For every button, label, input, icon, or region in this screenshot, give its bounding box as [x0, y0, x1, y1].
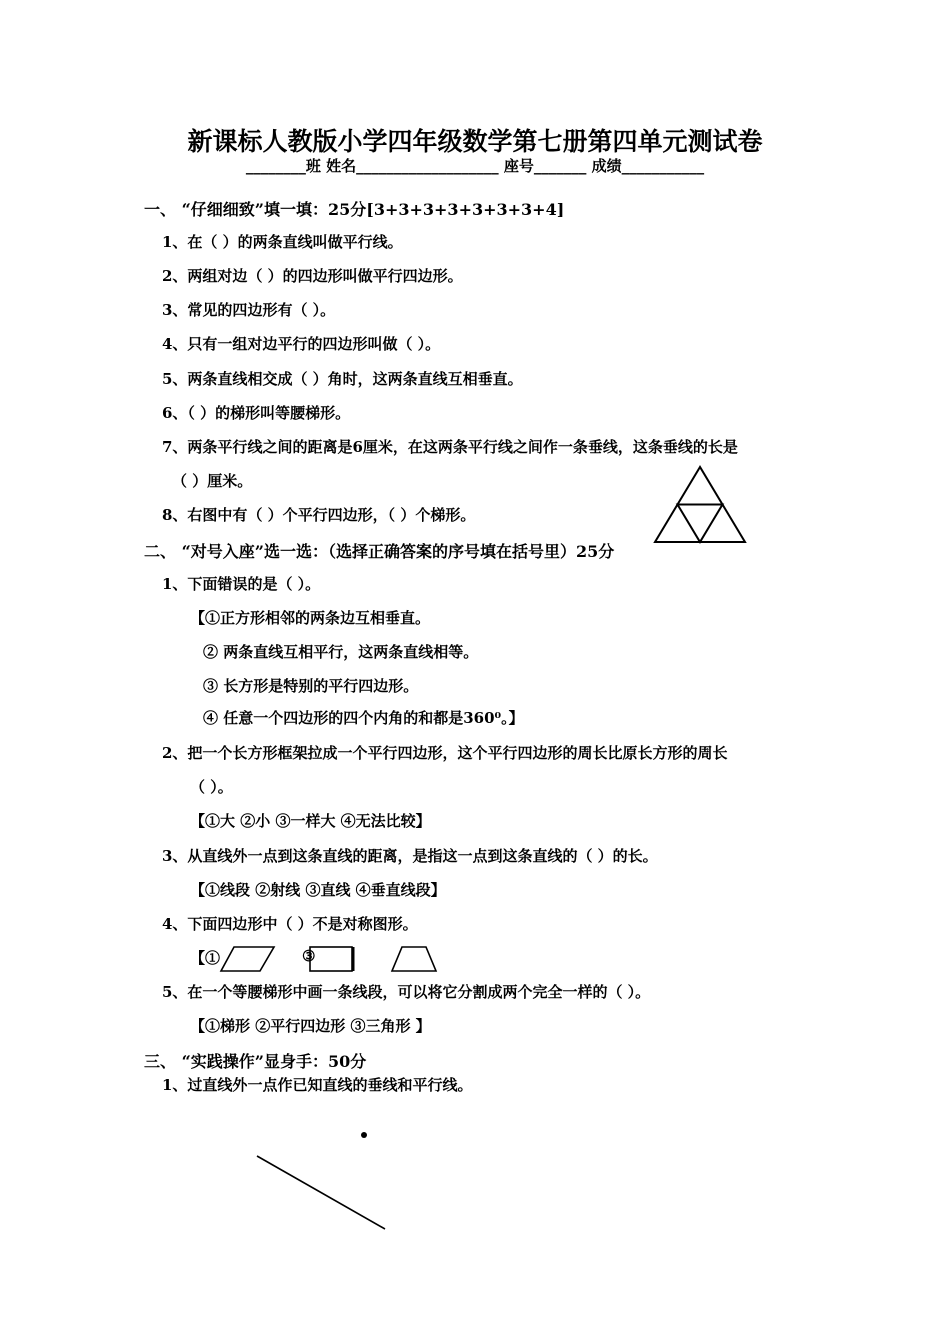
- s2-q5-options: 【①梯形 ②平行四边形 ③三角形 】: [190, 1017, 431, 1035]
- s1-question-1: 1、在（ ）的两条直线叫做平行线。: [162, 233, 403, 251]
- s2-q1-option-4: ④ 任意一个四边形的四个内角的和都是360⁰。】: [203, 709, 524, 727]
- s1-question-8: 8、右图中有（ ）个平行四边形，（ ）个梯形。: [162, 506, 476, 524]
- s2-q4-option-prefix: 【①: [190, 949, 221, 967]
- rectangle-shape: [308, 945, 358, 973]
- s2-q2-options: 【①大 ②小 ③一样大 ④无法比较】: [190, 812, 431, 830]
- s2-q1-option-1: 【①正方形相邻的两条边互相垂直。: [190, 609, 431, 627]
- s2-question-4: 4、下面四边形中（ ）不是对称图形。: [162, 915, 418, 933]
- line-and-point-figure: [250, 1125, 395, 1235]
- s2-q1-option-3: ③ 长方形是特别的平行四边形。: [203, 677, 419, 695]
- s2-question-5: 5、在一个等腰梯形中画一条线段，可以将它分割成两个完全一样的（ ）。: [162, 983, 651, 1001]
- parallelogram-shape: [220, 945, 276, 973]
- s2-question-2-cont: （ ）。: [190, 778, 233, 796]
- section2-heading: 二、 “对号入座”选一选：（选择正确答案的序号填在括号里）25分: [144, 542, 615, 561]
- s3-question-1: 1、过直线外一点作已知直线的垂线和平行线。: [162, 1076, 473, 1094]
- s1-question-7-cont: （ ）厘米。: [172, 472, 253, 490]
- triangle-figure: [652, 464, 748, 546]
- s2-q4-option-mid: ③: [302, 947, 316, 965]
- s1-question-7: 7、两条平行线之间的距离是6厘米，在这两条平行线之间作一条垂线，这条垂线的长是: [162, 438, 738, 456]
- page-title: 新课标人教版小学四年级数学第七册第四单元测试卷: [187, 127, 763, 156]
- trapezoid-shape: [390, 945, 438, 973]
- section1-heading: 一、 “仔细细致”填一填：25分[3+3+3+3+3+3+3+4]: [144, 200, 565, 219]
- s1-question-2: 2、两组对边（ ）的四边形叫做平行四边形。: [162, 267, 463, 285]
- s2-question-1: 1、下面错误的是（ ）。: [162, 575, 321, 593]
- s1-question-6: 6、（ ）的梯形叫等腰梯形。: [162, 404, 351, 422]
- s2-q1-option-2: ② 两条直线互相平行，这两条直线相等。: [203, 643, 479, 661]
- section3-heading: 三、 “实践操作”显身手：50分: [144, 1052, 367, 1071]
- s1-question-5: 5、两条直线相交成（ ）角时，这两条直线互相垂直。: [162, 370, 523, 388]
- s2-question-2: 2、把一个长方形框架拉成一个平行四边形，这个平行四边形的周长比原长方形的周长: [162, 744, 728, 762]
- s2-q3-options: 【①线段 ②射线 ③直线 ④垂直线段】: [190, 881, 446, 899]
- s1-question-3: 3、常见的四边形有（ ）。: [162, 301, 336, 319]
- student-info-line: ________班 姓名___________________ 座号_______ 成绩___________: [245, 157, 705, 175]
- s2-question-3: 3、从直线外一点到这条直线的距离，是指这一点到这条直线的（ ）的长。: [162, 847, 658, 865]
- s1-question-4: 4、只有一组对边平行的四边形叫做（ ）。: [162, 335, 441, 353]
